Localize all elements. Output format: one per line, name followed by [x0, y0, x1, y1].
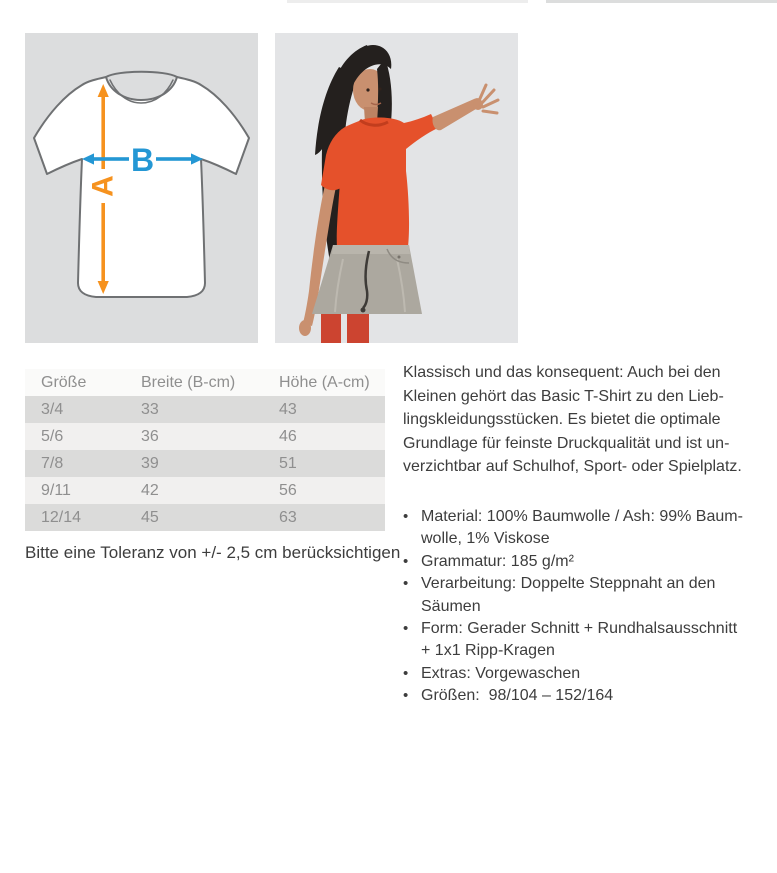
label-b: B	[130, 142, 155, 178]
cell-width: 36	[141, 427, 159, 445]
bullet-icon: •	[403, 508, 409, 525]
paragraph-line: Kleinen gehört das Basic T-Shirt zu den Lieb-	[403, 387, 724, 405]
table-row	[25, 504, 385, 531]
cell-width: 42	[141, 481, 159, 499]
top-divider-left	[287, 0, 528, 3]
bullet-icon: •	[403, 620, 409, 638]
tolerance-note: Bitte eine Toleranz von +/- 2,5 cm berücksichtigen	[25, 543, 401, 562]
cell-height: 56	[279, 481, 297, 499]
col-header-height: Höhe (A-cm)	[279, 373, 370, 391]
bullet-line: Material: 100% Baumwolle / Ash: 99% Baum-	[421, 508, 743, 525]
cell-width: 39	[141, 454, 159, 472]
tshirt-outline-icon	[34, 72, 249, 297]
col-header-width: Breite (B-cm)	[141, 373, 236, 391]
list-item-extras	[403, 663, 768, 685]
cell-size: 5/6	[41, 427, 64, 445]
cell-height: 51	[279, 454, 297, 472]
bullet-line: wolle, 1% Viskose	[421, 530, 550, 548]
bullet-line: + 1x1 Ripp-Kragen	[421, 642, 555, 660]
list-item-material	[403, 506, 768, 551]
table-row	[25, 477, 385, 504]
cell-size: 12/14	[41, 508, 82, 526]
paragraph-line: Grundlage für feinste Druckqualität und ist un-	[403, 434, 730, 452]
col-header-size: Größe	[41, 373, 87, 391]
list-item-grammatur	[403, 551, 768, 573]
table-row	[25, 450, 385, 477]
cell-size: 7/8	[41, 454, 64, 472]
size-diagram-image[interactable]	[25, 33, 258, 343]
paragraph-line: lingskleidungsstücken. Es bietet die optimale	[403, 411, 721, 428]
cell-size: 3/4	[41, 400, 64, 418]
table-row	[25, 396, 385, 423]
bullet-line: Extras: Vorgewaschen	[421, 664, 581, 682]
size-diagram-svg	[25, 33, 258, 343]
top-divider-right	[546, 0, 777, 3]
cell-height: 43	[279, 400, 297, 418]
size-table-header-row	[25, 369, 385, 396]
bullet-line: Form: Gerader Schnitt + Rundhalsausschnitt	[421, 620, 738, 638]
product-description-paragraph	[403, 361, 763, 479]
bullet-line: Verarbeitung: Doppelte Steppnaht an den	[421, 575, 716, 593]
product-photo[interactable]	[275, 33, 518, 343]
cell-width: 45	[141, 508, 159, 526]
label-a: A	[86, 175, 120, 197]
paragraph-line: verzichtbar auf Schulhof, Sport- oder Spielplatz.	[403, 458, 742, 475]
cell-size: 9/11	[41, 481, 71, 499]
bullet-line: Größen: 98/104 – 152/164	[421, 687, 614, 705]
paragraph-line: Klassisch und das konsequent: Auch bei den	[403, 364, 721, 381]
bullet-line: Säumen	[421, 597, 481, 615]
list-item-form	[403, 618, 768, 663]
bullet-line: Grammatur: 185 g/m²	[421, 552, 574, 570]
table-row	[25, 423, 385, 450]
bullet-icon: •	[403, 552, 409, 570]
bullet-icon: •	[403, 687, 409, 705]
list-item-groessen	[403, 685, 768, 707]
size-table	[25, 369, 385, 531]
product-attributes-list	[403, 506, 768, 708]
list-item-verarbeitung	[403, 573, 768, 618]
cell-height: 63	[279, 508, 297, 526]
bullet-icon: •	[403, 575, 409, 593]
cell-height: 46	[279, 427, 297, 445]
product-photo-svg	[275, 33, 518, 343]
bullet-icon: •	[403, 664, 409, 682]
cell-width: 33	[141, 400, 159, 418]
